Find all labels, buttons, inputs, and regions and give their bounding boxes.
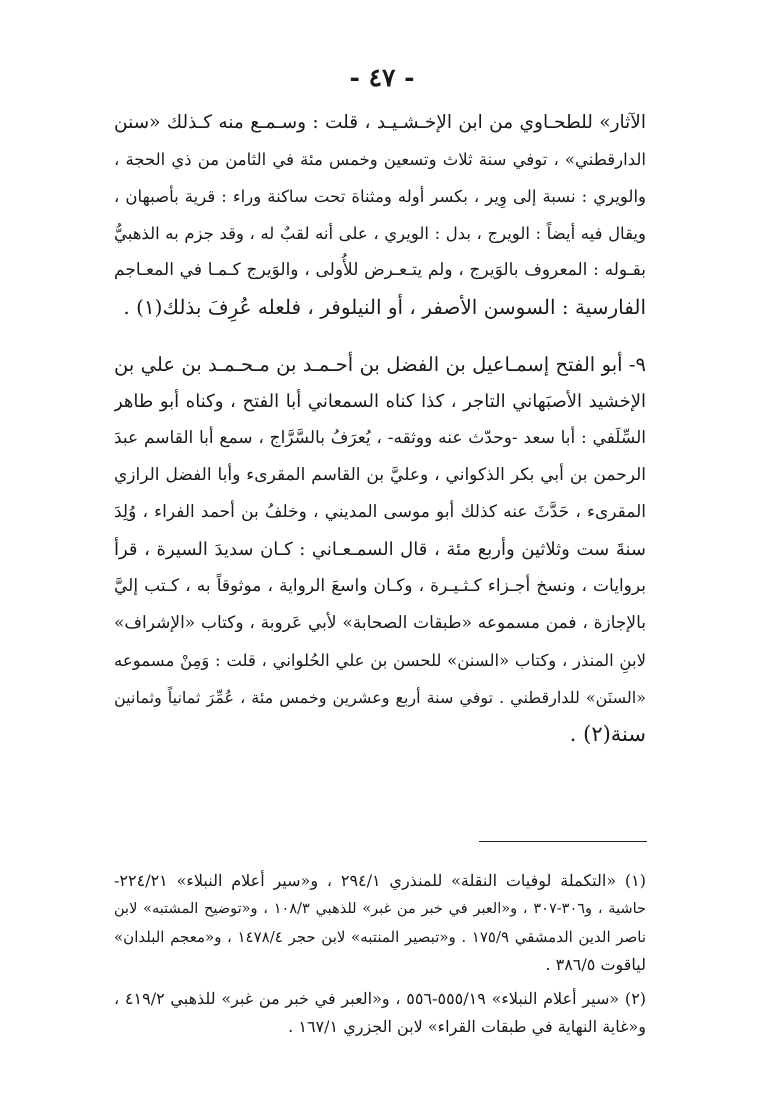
text-line: الآثار» للطحـاوي من ابن الإخـشـيـد ، قلت : وسـمـع منه كـذلك «سنن <box>114 112 646 133</box>
paragraph-continuation <box>114 104 646 326</box>
text-line: المقرىء ، حَدَّثَ عنه كذلك أبو موسى المديني ، وخلفُ بن أحمد الفراء ، وُلِدَ <box>114 502 646 522</box>
text-line: والويري : نسبة إلى وِير ، بكسر أوله ومثناة تحت ساكنة وراء : قرية بأصبهان ، <box>114 187 646 206</box>
footnotes <box>114 867 646 1047</box>
paragraph-entry-9 <box>114 346 646 753</box>
main-text <box>114 104 646 773</box>
text-line: ويقال فيه أيضاً : الويرج ، بدل : الويري ، على أنه لقبٌ له ، وقد جزم به الذهبيُّ <box>114 224 646 243</box>
text-line: الإخشيد الأصبَهاني التاجر ، كذا كناه السمعاني أبا الفتح ، وكناه أبو طاهر <box>114 391 646 412</box>
footnote-line: حاشية ، و٣٠٦-٣٠٧ ، و«العبر في خبر من غبر» للذهبي ١٠٨/٣ ، و«توضيح المشتبه» لابن <box>114 901 646 917</box>
text-line: ٩- أبو الفتح إسمـاعيل بن الفضل بن أحـمـد بن مـحـمـد بن علي بن <box>114 353 646 376</box>
page-number: - ٤٧ - <box>349 63 415 92</box>
text-line: بالإجازة ، فمن مسموعه «طبقات الصحابة» لأبي عَروبة ، وكتاب «الإشراف» <box>114 613 646 633</box>
footnote-line: ناصر الدين الدمشقي ١٧٥/٩ . و«تبصير المنتبه» لابن حجر ١٤٧٨/٤ ، و«معجم البلدان» <box>114 928 646 946</box>
text-line: لابنِ المنذر ، وكتاب «السنن» للحسن بن علي الحُلواني ، قلت : وَمِنْ مسموعه <box>114 651 646 670</box>
text-line: الرحمن بن أبي بكر الذكواني ، وعليَّ بن القاسم المقرىء وأبا الفضل الرازي <box>114 465 646 485</box>
text-line: بقـوله : المعروف بالوَيرج ، ولم يتـعـرض للأُولى ، والوَيرج كـمـا في المعـاجم <box>114 260 646 280</box>
footnote-line: و«غاية النهاية في طبقات القراء» لابن الجزري ١٦٧/١ . <box>288 1017 646 1036</box>
text-line: بروايات ، ونسخ أجـزاء كـثـيـرة ، وكـان واسعَ الرواية ، موثوقاً به ، كـتب إليَّ <box>114 576 646 596</box>
footnote-1 <box>114 867 646 979</box>
footnote-line: لياقوت ٣٨٦/٥ . <box>545 955 646 974</box>
text-line: السِّلَفي : أبا سعد -وحدّث عنه ووثقه- ، يُعرَفُ بالسَّرَّاج ، سمع أبا القاسم عبدَ <box>114 428 646 448</box>
text-line: الدارقطني» ، توفي سنة ثلاث وتسعين وخمس مئة في الثامن من ذي الحجة ، <box>114 150 646 169</box>
text-line: سنة(٢) . <box>569 722 646 746</box>
text-line: «السنَن» للدارقطني . توفي سنة أربع وعشرين وخمس مئة ، عُمِّرَ ثمانياً وثمانين <box>114 688 646 707</box>
text-line: سنةَ ست وثلاثين وأربع مئة ، قال السمـعـاني : كـان سديدَ السيرة ، قرأ <box>114 539 646 560</box>
footnote-line: (٢) «سير أعلام النبلاء» ٥٥٥/١٩-٥٥٦ ، و«العبر في خبر من غبر» للذهبي ٤١٩/٢ ، <box>114 989 646 1008</box>
footnote-divider <box>479 841 647 842</box>
footnote-2 <box>114 985 646 1041</box>
text-line: الفارسية : السوسن الأصفر ، أو النيلوفر ، فلعله عُرِفَ بذلك(١) . <box>123 295 646 319</box>
footnote-line: (١) «التكملة لوفيات النقلة» للمنذري ٢٩٤/١ ، و«سير أعلام النبلاء» ٢٢٤/٢١- <box>114 871 646 890</box>
